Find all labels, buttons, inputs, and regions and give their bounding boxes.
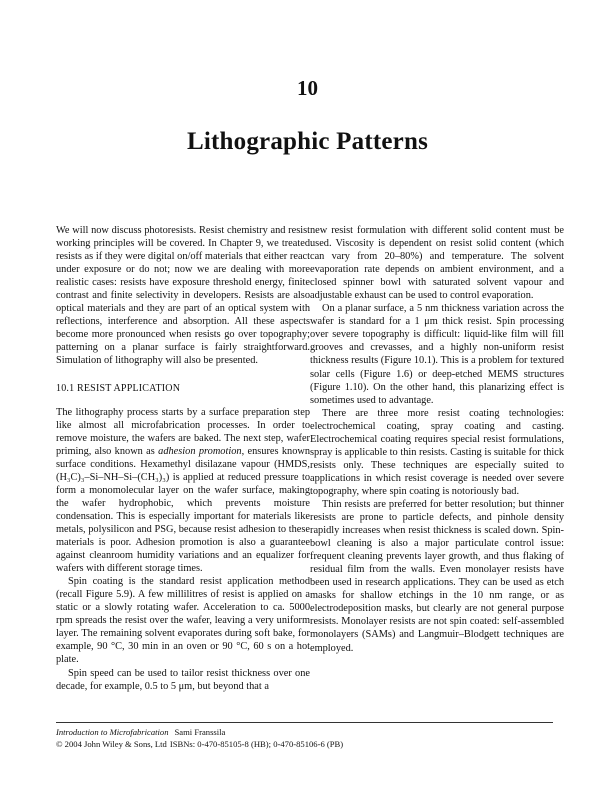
footer-citation (56, 727, 225, 738)
spin-speed-paragraph: Spin speed can be used to tailor resist thickness over one decade, for example, 0.5 to 5 μm, but beyond that a (56, 667, 310, 692)
left-column (56, 224, 310, 693)
chapter-title: Lithographic Patterns (187, 128, 428, 155)
intro-paragraph: We will now discuss photoresists. Resist chemistry and resist working principles will be covered. In Chapter 9, we treated resists as if they were digital on/off materials that either react under exposure or do not; now we are dealing with more realistic cases: resists have exposure threshold energy, finite contrast and finite selectivity in developers. Resists are also optical materials and they are part of an optical system with reflections, interference and absorption. All these aspects become more pronounced when resists go over topography; patterning on a planar surface is fairly straightforward. Simulation of lithography will also be presented. (56, 225, 310, 367)
chapter-number: 10 (297, 76, 318, 100)
thickness-variation-paragraph: On a planar surface, a 5 nm thickness variation across the wafer is standard for a 1 μm thick resist. Spin processing over severe topography is difficult: liquid-like film will fill grooves and crevasses, and a highly non-uniform resist thickness results (Figure 10.1). This is a problem for textured solar cells (Figure 1.6) or deep-etched MEMS structures (Figure 1.10). On the other hand, this planarizing effect is sometimes used to advantage. (310, 303, 564, 406)
footer-divider (56, 722, 553, 723)
copyright-text: © 2004 John Wiley & Sons, Ltd (56, 739, 167, 749)
footer-copyright (56, 739, 343, 750)
paragraph-text: The lithography process starts by a surface preparation step like almost all microfabrication processes. In order to remove moisture, the wafers are baked. The next step, wafer priming, also known as (56, 406, 310, 457)
thin-resists-paragraph: Thin resists are preferred for better resolution; but thinner resists are prone to particle defects, and pinhole density rapidly increases when resist thickness is scaled down. Spin-bowl cleaning is also a major particulate control issue: frequent cleaning prevents layer growth, and thus flaking of residual film from the walls. Even monolayer resists have been used in research applications. They can be used as etch masks for shallow etchings in the 10 nm range, or as electrodeposition masks, but clearly are not general purpose resists. Monolayer resists are not spin coated: self-assembled monolayers (SAMs) and Langmuir–Blodgett techniques are employed. (310, 498, 564, 654)
right-column (310, 224, 564, 655)
isbn-text: ISBNs: 0-470-85105-8 (HB); 0-470-85106-6 (PB) (169, 739, 344, 749)
section-heading: 10.1 RESIST APPLICATION (56, 382, 181, 394)
spin-coating-paragraph: Spin coating is the standard resist application method (recall Figure 5.9). A few millilitres of resist is applied on a static or a slowly rotating wafer. Acceleration to ca. 5000 rpm spreads the resist over the wafer, leaving a very uniform layer. The remaining solvent evaporates during soft bake, for example, 90 °C, 30 min in an oven or 90 °C, 60 s on a hot plate. (56, 576, 310, 666)
author-name: Sami Franssila (174, 727, 226, 737)
resist-application-paragraph (56, 406, 310, 576)
resist-formulation-paragraph: new resist formulation with different solid content must be used. Viscosity is dependent on resist solid content (which can vary from 20–80%) and temperature. The solvent evaporation rate depends on ambient environment, and a closed spinner bowl with saturated solvent vapour and adjustable exhaust can be used to control evaporation. (310, 225, 564, 302)
book-title: Introduction to Microfabrication (56, 727, 169, 737)
paragraph-text: , ensures known surface conditions. Hexamethyl disilazane vapour (HMDS, (H₃C)₃–Si–NH–Si–(CH₃)₃) is applied at reduced pressure to form a monomolecular layer on the wafer surface, making the wafer hydrophobic, which prevents moisture condensation. This is especially important for materials like metals, polysilicon and PSG, because resist adhesion to these materials is poor. Adhesion promotion is also a guarantee against cleanroom humidity variations and an equalizer for wafers with different storage times. (56, 445, 311, 575)
emphasized-term: adhesion promotion (158, 445, 242, 457)
coating-technologies-paragraph: There are three more resist coating technologies: electrochemical coating, spray coating and casting. Electrochemical coating requires special resist formulations, spray is applicable to thin resists. Casting is suitable for thick resists only. These techniques are especially suited to applications in which resist coverage is needed over severe topography, where spin coating is notoriously bad. (310, 407, 564, 497)
